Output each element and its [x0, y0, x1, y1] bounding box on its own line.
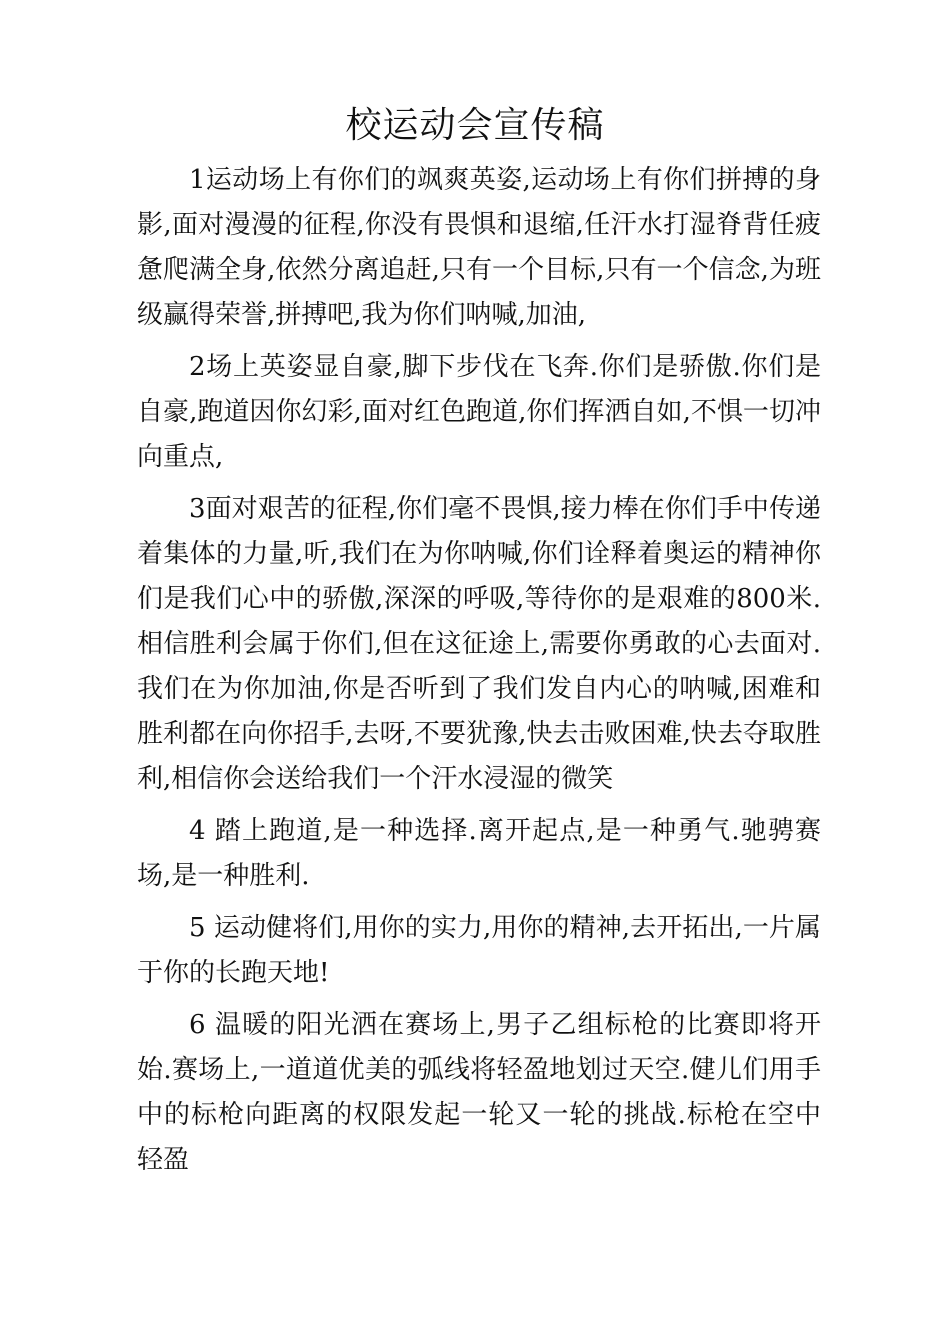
document-body [137, 158, 821, 1183]
paragraph-6: 6 温暖的阳光洒在赛场上,男子乙组标枪的比赛即将开始.赛场上,一道道优美的弧线将轻盈地划过天空.健儿们用手中的标枪向距离的权限发起一轮又一轮的挑战.标枪在空中轻盈 [137, 1010, 821, 1175]
paragraph-2: 2场上英姿显自豪,脚下步伐在飞奔.你们是骄傲.你们是自豪,跑道因你幻彩,面对红色跑道,你们挥洒自如,不惧一切冲向重点, [137, 352, 821, 472]
paragraph-1: 1运动场上有你们的飒爽英姿,运动场上有你们拼搏的身影,面对漫漫的征程,你没有畏惧和退缩,任汗水打湿脊背任疲惫爬满全身,依然分离追赶,只有一个目标,只有一个信念,为班级赢得荣誉,拼搏吧,我为你们呐喊,加油, [137, 165, 821, 330]
paragraph-5: 5 运动健将们,用你的实力,用你的精神,去开拓出,一片属于你的长跑天地! [137, 913, 821, 988]
paragraph-3: 3面对艰苦的征程,你们毫不畏惧,接力棒在你们手中传递着集体的力量,听,我们在为你呐喊,你们诠释着奥运的精神你们是我们心中的骄傲,深深的呼吸,等待你的是艰难的800米.相信胜利会属于你们,但在这征途上,需要你勇敢的心去面对.我们在为你加油,你是否听到了我们发自内心的呐喊,困难和胜利都在向你招手,去呀,不要犹豫,快去击败困难,快去夺取胜利,相信你会送给我们一个汗水浸湿的微笑 [137, 494, 821, 794]
paragraph-4: 4 踏上跑道,是一种选择.离开起点,是一种勇气.驰骋赛场,是一种胜利. [137, 816, 821, 891]
document-title: 校运动会宣传稿 [345, 105, 605, 146]
